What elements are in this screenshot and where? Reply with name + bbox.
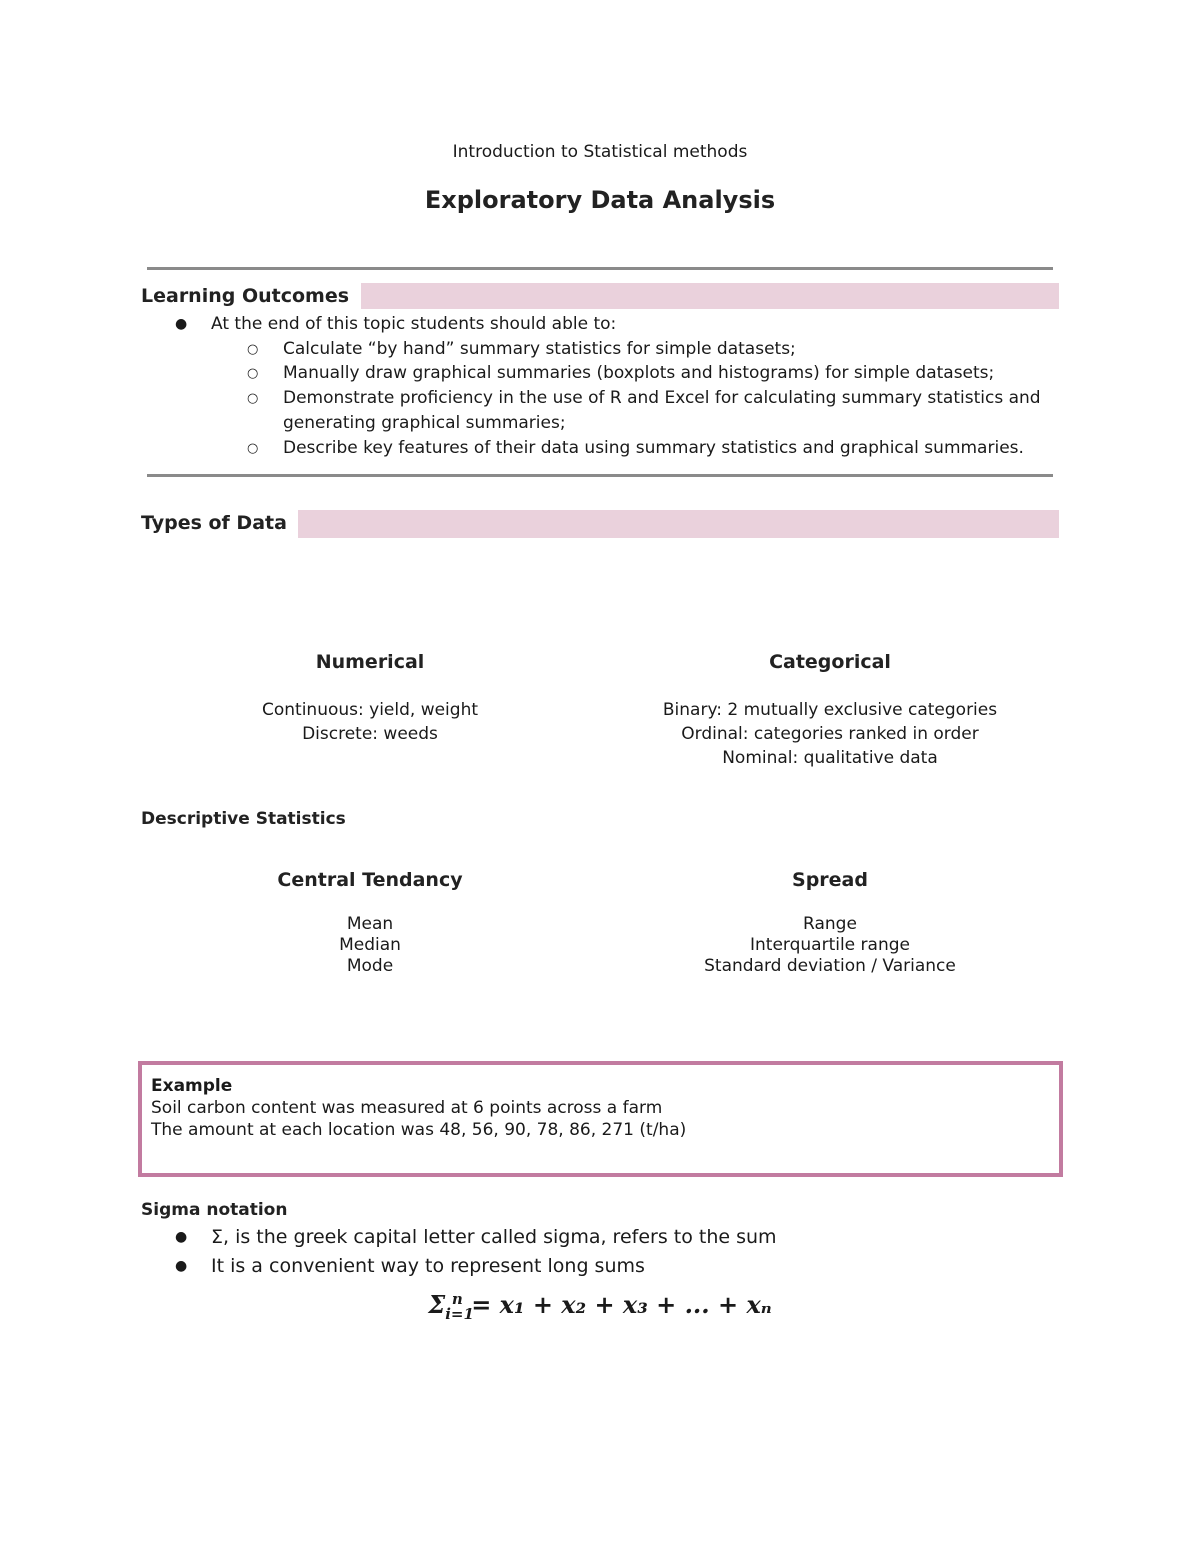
example-line: Soil carbon content was measured at 6 points across a farm [151,1098,663,1118]
learning-outcomes-highlight-bar [361,283,1059,309]
numerical-line: Discrete: weeds [302,724,438,744]
course-subtitle: Introduction to Statistical methods [452,142,748,162]
bullet-icon: ● [175,316,188,332]
spread-title: Spread [792,869,868,891]
spread-line: Range [803,914,857,934]
types-of-data-highlight-bar [298,510,1059,538]
circle-bullet-icon: ○ [247,391,259,406]
central-tendency-line: Median [339,935,401,955]
example-title: Example [151,1076,233,1096]
divider-top [147,267,1053,270]
categorical-column [600,650,1060,770]
categorical-line: Ordinal: categories ranked in order [681,724,979,744]
learning-outcomes-intro: At the end of this topic students should able to: [211,314,617,334]
outcome-item: Manually draw graphical summaries (boxplots and histograms) for simple datasets; [283,363,995,383]
central-tendency-line: Mode [346,956,394,976]
learning-outcomes-heading: Learning Outcomes [141,285,350,307]
categorical-line: Binary: 2 mutually exclusive categories [662,700,998,720]
page-title: Exploratory Data Analysis [424,186,776,214]
spread-column [600,867,1060,977]
central-tendency-line: Mean [346,914,394,934]
types-of-data-heading: Types of Data [141,512,287,534]
spread-line: Standard deviation / Variance [704,956,956,976]
bullet-icon: ● [175,1229,188,1245]
sigma-expansion: = x₁ + x₂ + x₃ + ... + xₙ [471,1290,772,1319]
descriptive-statistics-heading: Descriptive Statistics [141,809,346,829]
circle-bullet-icon: ○ [247,366,259,381]
sigma-bullet: It is a convenient way to represent long sums [211,1255,645,1277]
circle-bullet-icon: ○ [247,342,259,357]
outcome-item: Calculate “by hand” summary statistics for simple datasets; [283,339,796,359]
central-tendency-title: Central Tendancy [277,869,463,891]
numerical-column [170,650,570,746]
central-tendency-column [170,867,570,977]
circle-bullet-icon: ○ [247,441,259,456]
numerical-line: Continuous: yield, weight [261,700,479,720]
example-content [151,1075,686,1141]
sigma-formula [0,1290,1200,1323]
divider-bottom [147,474,1053,477]
sigma-upper-limit: n [451,1290,463,1308]
sigma-bullet: Σ, is the greek capital letter called sigma, refers to the sum [211,1226,777,1248]
example-line: The amount at each location was 48, 56, 90, 78, 86, 271 (t/ha) [151,1120,687,1140]
numerical-title: Numerical [315,651,425,673]
sigma-symbol: Σ [428,1290,446,1319]
sigma-notation-heading: Sigma notation [141,1200,288,1220]
spread-line: Interquartile range [750,935,910,955]
categorical-line: Nominal: qualitative data [722,748,938,768]
outcome-item: Demonstrate proficiency in the use of R and Excel for calculating summary statistics and generating graphical summaries; [283,388,1041,433]
outcome-item: Describe key features of their data using summary statistics and graphical summaries. [283,438,1024,458]
categorical-title: Categorical [769,651,891,673]
bullet-icon: ● [175,1258,188,1274]
sigma-lower-limit: i=1 [445,1304,474,1323]
